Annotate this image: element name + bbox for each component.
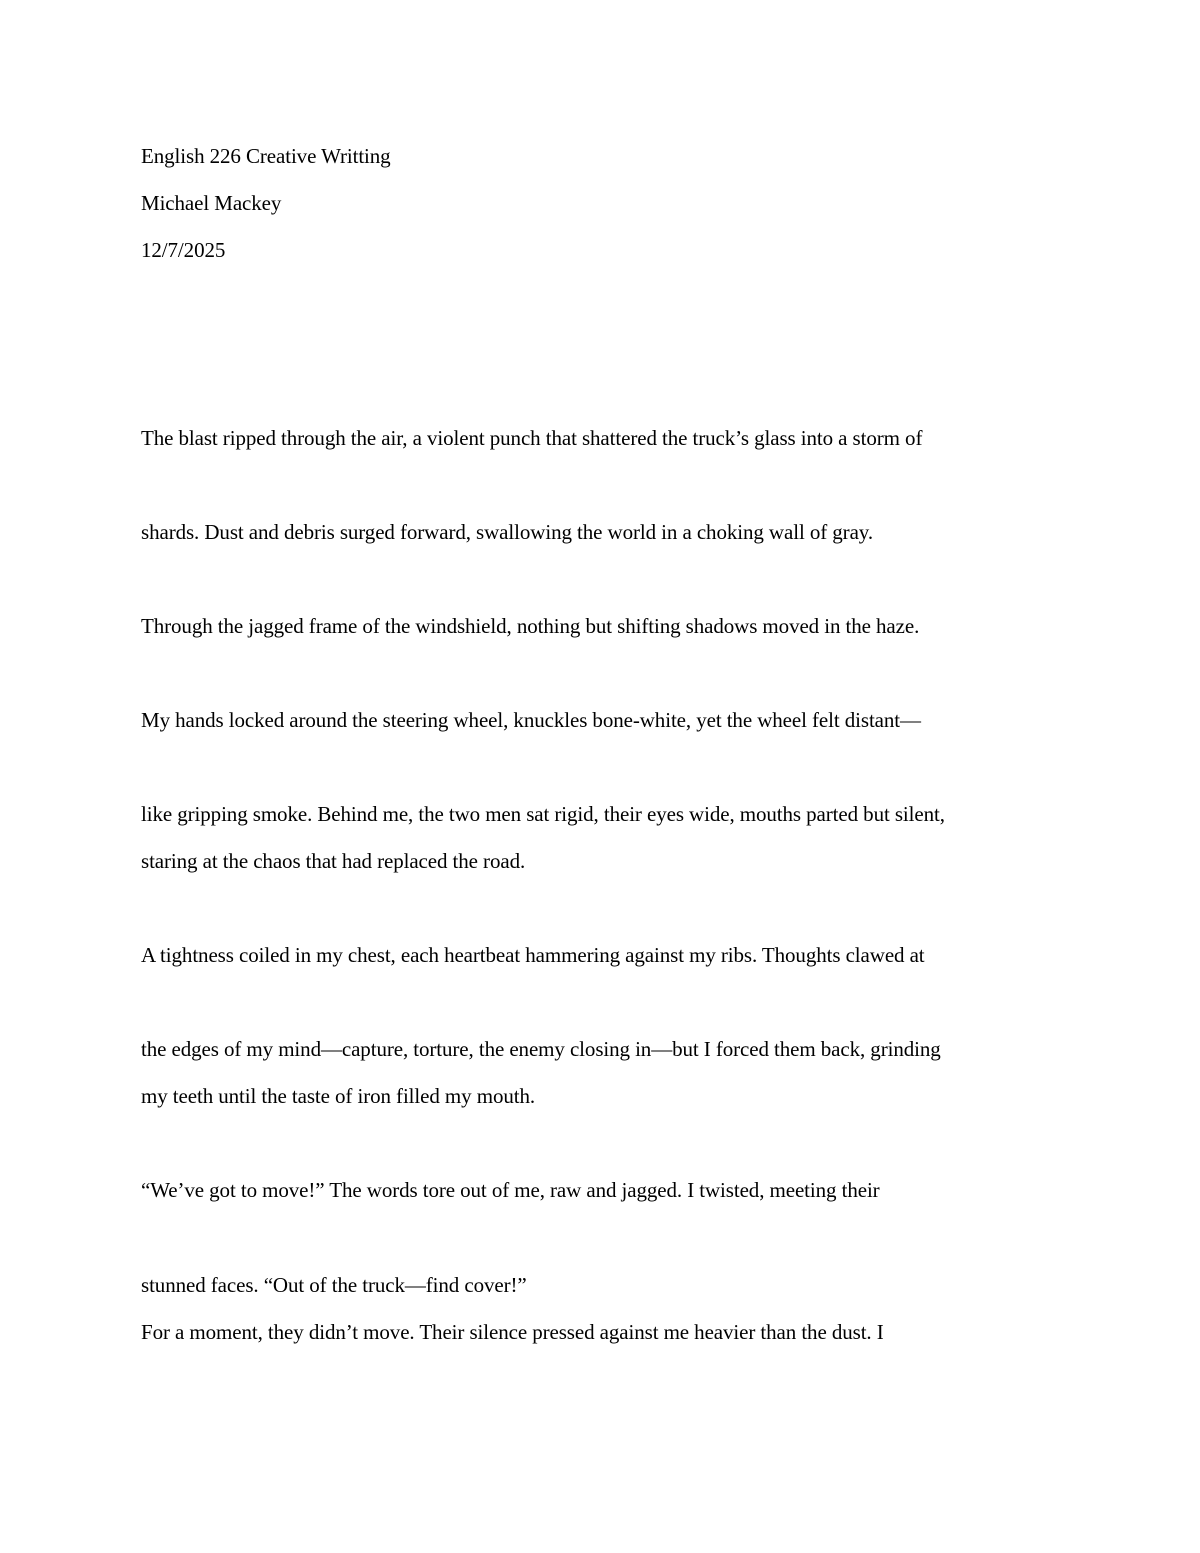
body-line: Through the jagged frame of the windshield, nothing but shifting shadows moved in the haze. bbox=[141, 614, 920, 638]
document-date: 12/7/2025 bbox=[141, 238, 226, 262]
author-name: Michael Mackey bbox=[141, 191, 282, 215]
body-line: the edges of my mind—capture, torture, the enemy closing in—but I forced them back, grinding bbox=[141, 1037, 941, 1061]
body-line: My hands locked around the steering wheel, knuckles bone-white, yet the wheel felt distant— bbox=[141, 708, 921, 732]
body-line: stunned faces. “Out of the truck—find cover!” bbox=[141, 1273, 527, 1297]
body-line: my teeth until the taste of iron filled my mouth. bbox=[141, 1084, 536, 1108]
body-line: staring at the chaos that had replaced the road. bbox=[141, 849, 526, 873]
course-title: English 226 Creative Writting bbox=[141, 144, 391, 168]
body-line: “We’ve got to move!” The words tore out of me, raw and jagged. I twisted, meeting their bbox=[141, 1178, 880, 1202]
body-line: like gripping smoke. Behind me, the two men sat rigid, their eyes wide, mouths parted but silent, bbox=[141, 802, 945, 826]
body-line: For a moment, they didn’t move. Their silence pressed against me heavier than the dust. I bbox=[141, 1320, 884, 1344]
body-line: A tightness coiled in my chest, each heartbeat hammering against my ribs. Thoughts clawed at bbox=[141, 943, 925, 967]
body-line: The blast ripped through the air, a violent punch that shattered the truck’s glass into a storm of bbox=[141, 426, 923, 450]
body-line: shards. Dust and debris surged forward, swallowing the world in a choking wall of gray. bbox=[141, 520, 873, 544]
